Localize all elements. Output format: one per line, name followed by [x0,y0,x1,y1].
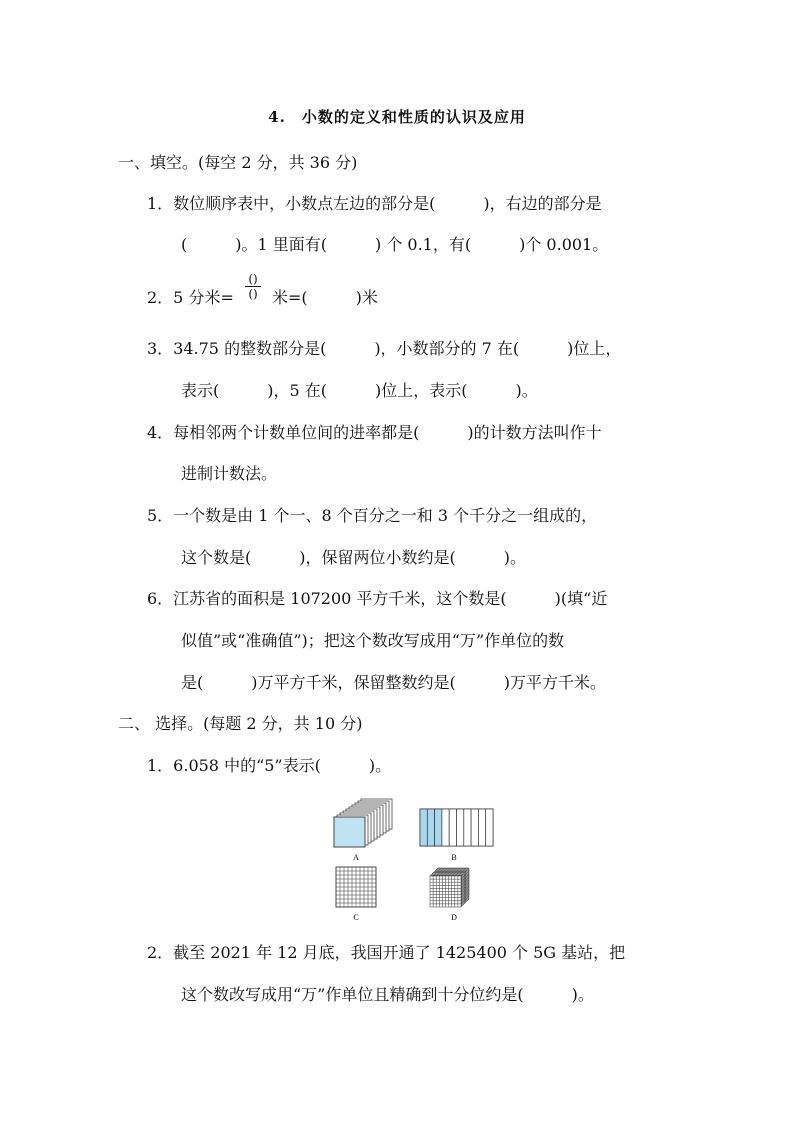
choice-q2-line-2: 这个数改写成用“万”作单位且精确到十分位约是( )。 [181,985,594,1004]
q1-line-2: ( )。1 里面有( ) 个 0.1，有( )个 0.001。 [181,235,609,254]
option-b-label: B [451,853,457,862]
q3-line-2: 表示( )，5 在( )位上，表示( )。 [181,381,538,400]
options-figure [330,796,500,924]
q4-line-1: 4．每相邻两个计数单位间的进率都是( )的计数方法叫作十 [147,423,602,442]
option-d-label: D [451,913,457,922]
option-b-tenth [471,809,478,846]
option-c-label: C [353,913,359,922]
q2-left: 2．5 分米= [147,288,234,307]
option-b-tenth [435,809,442,846]
q5-line-1: 5．一个数是由 1 个一、8 个百分之一和 3 个千分之一组成的， [147,506,598,525]
q1-line-1: 1．数位顺序表中，小数点左边的部分是( )，右边的部分是 [147,194,602,213]
q2-fraction-numerator: () [248,272,258,286]
option-a-label: A [353,853,359,862]
section-2-heading: 二、 选择。(每题 2 分，共 10 分) [118,714,363,733]
option-c-figure [336,867,376,922]
option-a-front-square [334,817,365,847]
option-a-figure [334,799,392,862]
section-1-heading: 一、填空。(每空 2 分，共 36 分) [118,153,358,172]
option-d-figure [430,868,469,922]
option-b-tenth [420,809,427,846]
q2-fraction-denominator: () [248,287,258,301]
option-b-tenth [449,809,456,846]
option-b-figure [420,809,493,862]
option-b-tenth [442,809,449,846]
option-b-tenth [478,809,485,846]
option-b-tenth [464,809,471,846]
q6-line-3: 是( )万平方千米，保留整数约是( )万平方千米。 [181,673,606,692]
q4-line-2: 进制计数法。 [181,464,278,483]
choice-q1: 1．6.058 中的“5”表示( )。 [147,756,392,775]
q6-line-2: 似值”或“准确值”)；把这个数改写成用“万”作单位的数 [181,631,565,650]
option-b-tenth [457,809,464,846]
page-title: 4. 小数的定义和性质的认识及应用 [268,108,526,126]
q2-fraction [244,272,262,301]
q2-right: 米=( )米 [272,288,378,307]
option-b-tenth [486,809,493,846]
q5-line-2: 这个数是( )，保留两位小数约是( )。 [181,548,526,567]
option-b-tenth [427,809,434,846]
q3-line-1: 3．34.75 的整数部分是( )，小数部分的 7 在( )位上， [147,339,622,358]
choice-q2-line-1: 2．截至 2021 年 12 月底，我国开通了 1425400 个 5G 基站，把 [147,943,626,962]
q6-line-1: 6．江苏省的面积是 107200 平方千米，这个数是( )(填“近 [147,589,608,608]
